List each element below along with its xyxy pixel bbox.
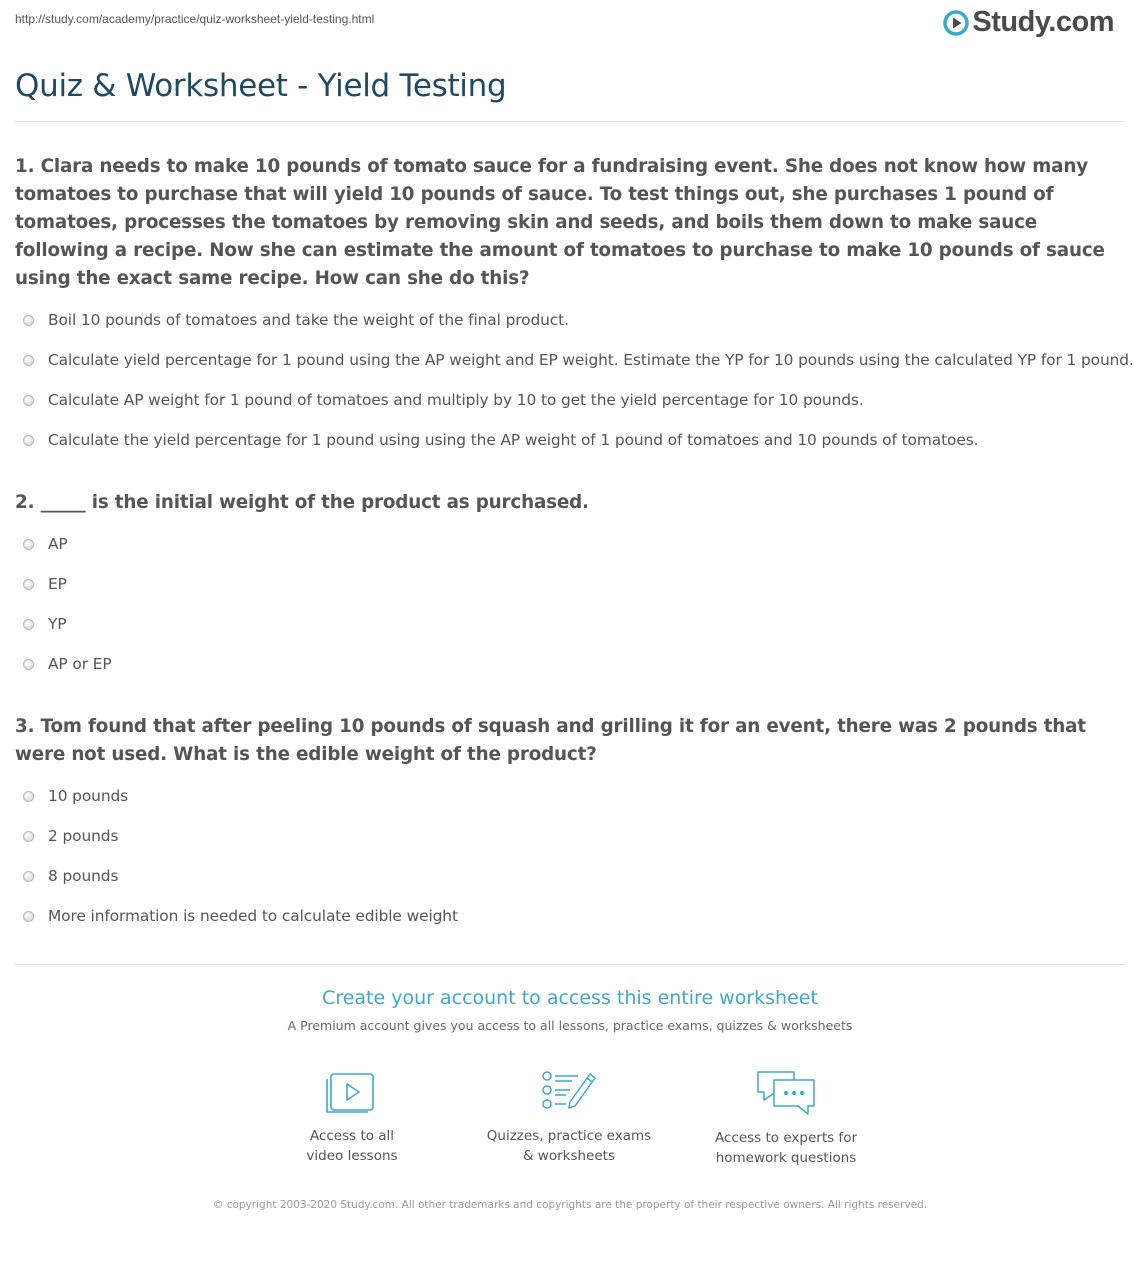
quiz-checklist-icon	[540, 1068, 598, 1116]
feature-caption-line: video lessons	[306, 1148, 398, 1164]
feature-caption-line: Quizzes, practice exams	[486, 1128, 652, 1144]
answer-label: AP	[48, 535, 68, 553]
copyright-text: © copyright 2003-2020 Study.com. All other trademarks and copyrights are the property of their respective owners. All rights reserved.	[212, 1199, 928, 1211]
answer-option[interactable]	[23, 655, 112, 673]
question-3-text: 3. Tom found that after peeling 10 pounds of squash and grilling it for an event, there was 2 pounds that were not used. What is the edible weight of the product?	[15, 716, 1086, 765]
radio-button[interactable]	[23, 395, 34, 406]
answer-option[interactable]	[23, 615, 66, 633]
answer-label: EP	[48, 575, 67, 593]
answer-label: 2 pounds	[48, 827, 119, 845]
feature-caption-line: & worksheets	[522, 1148, 615, 1164]
answer-option[interactable]	[23, 311, 569, 329]
answer-option[interactable]	[23, 787, 128, 805]
answer-option[interactable]	[23, 867, 118, 885]
radio-button[interactable]	[23, 871, 34, 882]
page-url: http://study.com/academy/practice/quiz-worksheet-yield-testing.html	[15, 12, 375, 26]
cta-divider	[15, 964, 1124, 965]
page-title: Quiz & Worksheet - Yield Testing	[15, 68, 507, 104]
cta-subtitle: A Premium account gives you access to all lessons, practice exams, quizzes & worksheets	[287, 1018, 853, 1033]
feature-caption-line: Access to experts for	[714, 1130, 857, 1146]
answer-label: AP or EP	[48, 655, 112, 673]
radio-button[interactable]	[23, 911, 34, 922]
answer-label: 8 pounds	[48, 867, 119, 885]
logo-text: Study.com	[972, 6, 1114, 38]
chat-bubbles-icon	[754, 1068, 818, 1118]
feature-caption-line: homework questions	[715, 1150, 857, 1166]
answer-label: YP	[48, 615, 67, 633]
answer-option[interactable]	[23, 535, 68, 553]
radio-button[interactable]	[23, 539, 34, 550]
answer-option[interactable]	[23, 575, 67, 593]
cta-title-link[interactable]: Create your account to access this entire worksheet	[322, 987, 818, 1009]
feature-quizzes	[469, 1068, 669, 1166]
radio-button[interactable]	[23, 659, 34, 670]
answer-option[interactable]	[23, 391, 864, 409]
radio-button[interactable]	[23, 355, 34, 366]
radio-button[interactable]	[23, 791, 34, 802]
feature-video-lessons	[252, 1068, 452, 1166]
answer-option[interactable]	[23, 431, 978, 449]
play-logo-icon	[943, 10, 969, 36]
answer-label: Calculate yield percentage for 1 pound using the AP weight and EP weight. Estimate the YP for 10 pounds using the calculated YP for 1 pound.	[48, 351, 1134, 369]
answer-label: Boil 10 pounds of tomatoes and take the weight of the final product.	[48, 311, 569, 329]
radio-button[interactable]	[23, 831, 34, 842]
answer-label: Calculate AP weight for 1 pound of tomatoes and multiply by 10 to get the yield percentage for 10 pounds.	[48, 391, 864, 409]
radio-button[interactable]	[23, 315, 34, 326]
question-2-text: 2. _____ is the initial weight of the product as purchased.	[15, 492, 589, 513]
answer-label: Calculate the yield percentage for 1 pound using using the AP weight of 1 pound of tomatoes and 10 pounds of tomatoes.	[48, 431, 979, 449]
answer-option[interactable]	[23, 907, 458, 925]
radio-button[interactable]	[23, 579, 34, 590]
answer-option[interactable]	[23, 351, 1134, 369]
title-divider	[15, 121, 1124, 122]
feature-experts	[686, 1068, 886, 1168]
study-logo[interactable]	[943, 6, 1114, 39]
video-lesson-icon	[324, 1068, 380, 1116]
question-1-text: 1. Clara needs to make 10 pounds of tomato sauce for a fundraising event. She does not know how many tomatoes to purchase that will yield 10 pounds of sauce. To test things out, she purchases 1 pound of tomatoes, processes the tomatoes by removing skin and seeds, and boils them down to make sauce following a recipe. Now she can estimate the amount of tomatoes to purchase to make 10 pounds of sauce using the exact same recipe. How can she do this?	[15, 156, 1105, 289]
answer-option[interactable]	[23, 827, 118, 845]
feature-caption-line: Access to all	[309, 1128, 395, 1144]
radio-button[interactable]	[23, 435, 34, 446]
radio-button[interactable]	[23, 619, 34, 630]
answer-label: More information is needed to calculate edible weight	[48, 907, 458, 925]
answer-label: 10 pounds	[48, 787, 129, 805]
